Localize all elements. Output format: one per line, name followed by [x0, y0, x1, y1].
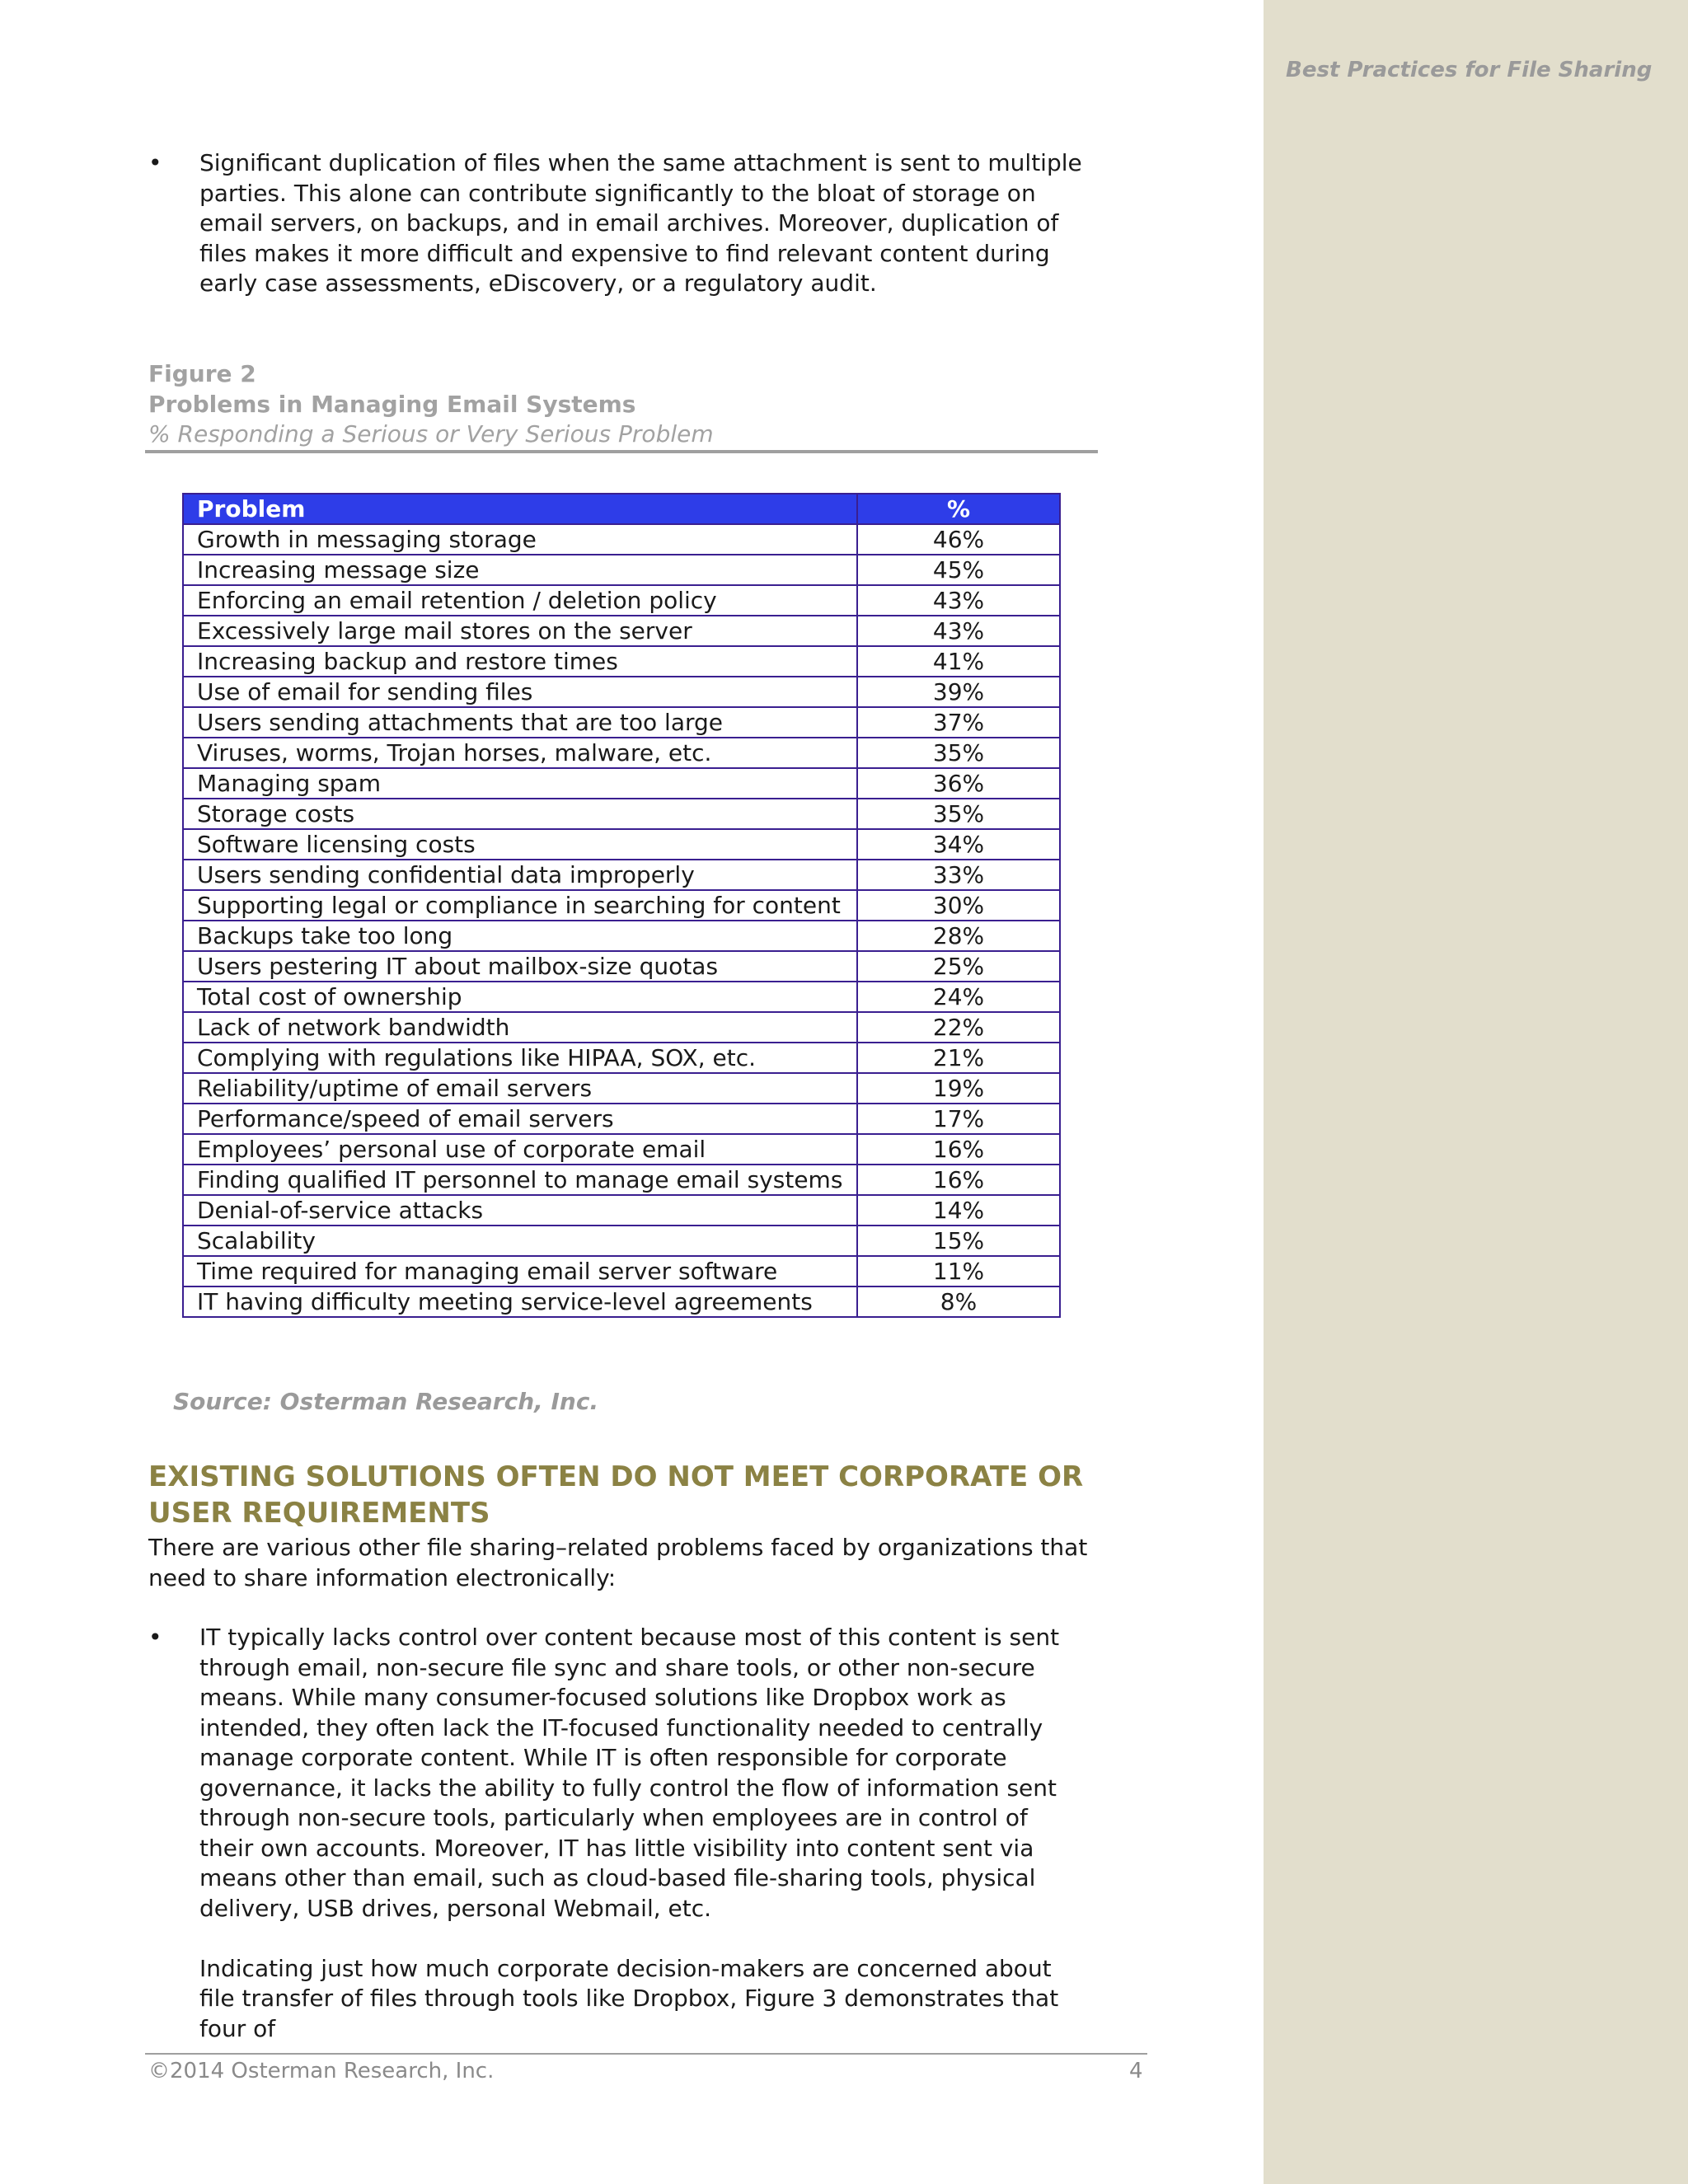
figure-source: Source: Osterman Research, Inc.: [173, 1388, 599, 1415]
table-row: [183, 585, 1060, 616]
percent-cell: 25%: [857, 951, 1060, 982]
problem-cell: Use of email for sending files: [183, 677, 857, 707]
problem-cell: Finding qualified IT personnel to manage email systems: [183, 1165, 857, 1195]
table-row: [183, 982, 1060, 1012]
footer-divider: [145, 2053, 1147, 2055]
percent-cell: 35%: [857, 799, 1060, 829]
intro-paragraph: There are various other file sharing–related problems faced by organizations that need to share information electronically:: [148, 1534, 1088, 1591]
problem-cell: Users sending attachments that are too large: [183, 707, 857, 738]
table-row: [183, 677, 1060, 707]
sidebar-panel: [1264, 0, 1688, 2184]
problem-cell: Reliability/uptime of email servers: [183, 1073, 857, 1104]
bullet-dot-icon: •: [148, 149, 162, 176]
bullet-text: Significant duplication of files when the same attachment is sent to multiple parties. This alone can contribute significantly to the bloat of storage on email servers, on backups, and in email archives. Moreover, duplication of files makes it more difficult and expensive to find relevant content during early case assessments, eDiscovery, or a regulatory audit.: [199, 149, 1082, 297]
table-row: [183, 555, 1060, 585]
table-row: [183, 1165, 1060, 1195]
table-row: [183, 1195, 1060, 1226]
table-row: [183, 860, 1060, 890]
table-row: [183, 1012, 1060, 1043]
problems-table: [182, 493, 1061, 1318]
percent-cell: 8%: [857, 1286, 1060, 1317]
problem-cell: Scalability: [183, 1226, 857, 1256]
table-row: [183, 1073, 1060, 1104]
percent-cell: 22%: [857, 1012, 1060, 1043]
percent-cell: 28%: [857, 921, 1060, 951]
column-header-problem: Problem: [183, 494, 857, 524]
problem-cell: Time required for managing email server software: [183, 1256, 857, 1286]
table-row: [183, 707, 1060, 738]
problem-cell: Growth in messaging storage: [183, 524, 857, 555]
percent-cell: 35%: [857, 738, 1060, 768]
table-row: [183, 646, 1060, 677]
problem-cell: Excessively large mail stores on the server: [183, 616, 857, 646]
problem-cell: IT having difficulty meeting service-level agreements: [183, 1286, 857, 1317]
table-row: [183, 768, 1060, 799]
table-row: [183, 1256, 1060, 1286]
percent-cell: 33%: [857, 860, 1060, 890]
percent-cell: 16%: [857, 1134, 1060, 1165]
footer-copyright: ©2014 Osterman Research, Inc.: [148, 2059, 495, 2083]
problem-cell: Software licensing costs: [183, 829, 857, 860]
percent-cell: 24%: [857, 982, 1060, 1012]
table-row: [183, 799, 1060, 829]
figure-label: Figure 2: [148, 360, 256, 387]
problem-cell: Total cost of ownership: [183, 982, 857, 1012]
problem-cell: Increasing message size: [183, 555, 857, 585]
problem-cell: Managing spam: [183, 768, 857, 799]
percent-cell: 39%: [857, 677, 1060, 707]
percent-cell: 21%: [857, 1043, 1060, 1073]
percent-cell: 36%: [857, 768, 1060, 799]
percent-cell: 30%: [857, 890, 1060, 921]
figure-title: Problems in Managing Email Systems: [148, 390, 636, 418]
table-row: [183, 616, 1060, 646]
figure-subtitle: % Responding a Serious or Very Serious Problem: [148, 420, 714, 448]
problem-cell: Performance/speed of email servers: [183, 1104, 857, 1134]
problem-cell: Users pestering IT about mailbox-size quotas: [183, 951, 857, 982]
percent-cell: 15%: [857, 1226, 1060, 1256]
table-row: [183, 951, 1060, 982]
bullet-item: [148, 1623, 1088, 2044]
bullet-dot-icon: •: [148, 1624, 162, 1651]
column-header-percent: %: [857, 494, 1060, 524]
table-row: [183, 524, 1060, 555]
bullet-body: [199, 1623, 1088, 2044]
problem-cell: Storage costs: [183, 799, 857, 829]
bullet-continuation-text: Indicating just how much corporate decision-makers are concerned about file transfer of files through tools like Dropbox, Figure 3 demonstrates that four of: [199, 1954, 1059, 2042]
table-row: [183, 921, 1060, 951]
percent-cell: 16%: [857, 1165, 1060, 1195]
table-row: [183, 890, 1060, 921]
percent-cell: 17%: [857, 1104, 1060, 1134]
table-row: [183, 1043, 1060, 1073]
percent-cell: 19%: [857, 1073, 1060, 1104]
bullet-item: [148, 148, 1088, 299]
figure-caption: [148, 359, 1096, 450]
table-row: [183, 1104, 1060, 1134]
percent-cell: 45%: [857, 555, 1060, 585]
percent-cell: 41%: [857, 646, 1060, 677]
problem-cell: Viruses, worms, Trojan horses, malware, etc.: [183, 738, 857, 768]
problem-cell: Supporting legal or compliance in searching for content: [183, 890, 857, 921]
problem-cell: Users sending confidential data improperly: [183, 860, 857, 890]
table-header-row: [183, 494, 1060, 524]
page-number: 4: [1129, 2059, 1143, 2083]
problem-cell: Enforcing an email retention / deletion policy: [183, 585, 857, 616]
problem-cell: Increasing backup and restore times: [183, 646, 857, 677]
table-row: [183, 738, 1060, 768]
percent-cell: 34%: [857, 829, 1060, 860]
percent-cell: 14%: [857, 1195, 1060, 1226]
section-heading: EXISTING SOLUTIONS OFTEN DO NOT MEET CORPORATE OR USER REQUIREMENTS: [148, 1460, 1084, 1530]
figure-divider: [145, 450, 1098, 453]
percent-cell: 46%: [857, 524, 1060, 555]
percent-cell: 37%: [857, 707, 1060, 738]
bullet-text: IT typically lacks control over content because most of this content is sent through email, non-secure file sync and share tools, or other non-secure means. While many consumer-focused solutions like Dropbox work as intended, they often lack the IT-focused functionality needed to centrally manage corporate content. While IT is often responsible for corporate governance, it lacks the ability to fully control the flow of information sent through non-secure tools, particularly when employees are in control of their own accounts. Moreover, IT has little visibility into content sent via means other than email, such as cloud-based file-sharing tools, physical delivery, USB drives, personal Webmail, etc.: [199, 1624, 1060, 1922]
problem-cell: Denial-of-service attacks: [183, 1195, 857, 1226]
problem-cell: Lack of network bandwidth: [183, 1012, 857, 1043]
table-row: [183, 1226, 1060, 1256]
table-row: [183, 1134, 1060, 1165]
problem-cell: Complying with regulations like HIPAA, SOX, etc.: [183, 1043, 857, 1073]
table-row: [183, 829, 1060, 860]
problem-cell: Backups take too long: [183, 921, 857, 951]
percent-cell: 43%: [857, 585, 1060, 616]
table-row: [183, 1286, 1060, 1317]
percent-cell: 11%: [857, 1256, 1060, 1286]
percent-cell: 43%: [857, 616, 1060, 646]
problem-cell: Employees’ personal use of corporate email: [183, 1134, 857, 1165]
running-header-title: Best Practices for File Sharing: [1286, 58, 1653, 82]
